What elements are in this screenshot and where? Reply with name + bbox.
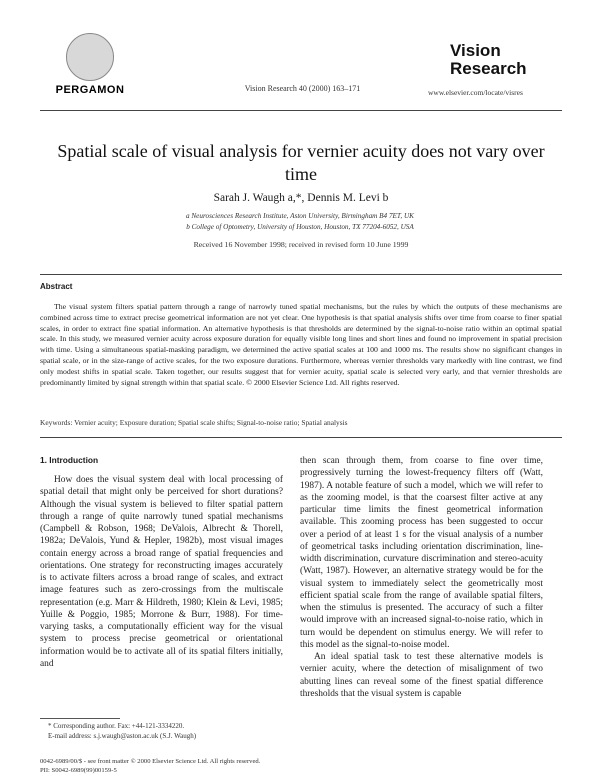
body-left-column (40, 474, 283, 670)
corresponding-author: * Corresponding author. Fax: +44-121-3334220. (48, 722, 185, 730)
article-title: Spatial scale of visual analysis for vernier acuity does not vary over time (57, 141, 545, 184)
pii-line: PII: S0042-6989(99)00159-5 (40, 766, 117, 774)
received-dates: Received 16 November 1998; received in revised form 10 June 1999 (193, 240, 409, 249)
section-heading-introduction: 1. Introduction (40, 455, 99, 465)
header-divider (40, 110, 562, 111)
footnote (40, 722, 196, 741)
publisher-name: PERGAMON (55, 84, 125, 96)
intro-paragraph-2: An ideal spatial task to test these alternative models is vernier acuity, where the detection of misalignment of two abutting lines can reveal some of the finest spatial difference thresholds that the visual system is capable (300, 652, 543, 699)
email-address[interactable]: E-mail address: s.j.waugh@aston.ac.uk (S.J. Waugh) (48, 731, 197, 740)
affiliation-b: b College of Optometry, University of Houston, Houston, TX 77204-6052, USA (186, 223, 414, 231)
journal-title-line1: Vision (450, 41, 501, 60)
copyright-block (40, 758, 260, 776)
journal-title-line2: Research (450, 59, 527, 78)
copyright-line: 0042-6989/00/$ - see front matter © 2000 Elsevier Science Ltd. All rights reserved. (40, 758, 261, 765)
abstract-divider (40, 274, 562, 275)
article-authors: Sarah J. Waugh a,*, Dennis M. Levi b (213, 192, 389, 204)
publisher-block (40, 33, 140, 96)
keywords: Keywords: Vernier acuity; Exposure duration; Spatial scale shifts; Signal-to-noise ratio; Spatial analysis (40, 418, 348, 427)
keywords-divider (40, 437, 562, 438)
journal-url[interactable]: www.elsevier.com/locate/visres (428, 88, 523, 97)
footnote-divider (40, 718, 120, 719)
abstract-text: The visual system filters spatial pattern through a range of narrowly tuned spatial mechanisms, but the rules by which the outputs of these mechanisms are combined across time to extract precise geometrical information are not yet clear. One hypothesis is that spatial analysis shifts over time from coarse to finer spatial scales, in order to extract fine spatial information. An alternative hypothesis is that thresholds are determined by the signal-to-noise ratio within an optimal spatial scale. In this study, we measured vernier acuity across exposure duration for equally visible long lines and short lines and found no improvement in spatial precision with time. Using a simultaneous spatial-masking paradigm, we determined the active spatial scales at 100 and 1000 ms. The results show no significant changes in spatial scale, or in the size-range of active scales, for the two exposure durations. Furthermore, whereas vernier thresholds vary markedly with line contrast, we find only modest shifts in spatial scale. Taken together, our results suggest that for vernier acuity, spatial scale is selected very early, and that vernier thresholds are predominantly limited by signal strength within that spatial scale. © 2000 Elsevier Science Ltd. All rights reserved. (40, 302, 562, 387)
publisher-logo (66, 33, 114, 81)
journal-reference: Vision Research 40 (2000) 163–171 (244, 84, 361, 93)
body-right-column (300, 455, 543, 700)
affiliation-a: a Neurosciences Research Institute, Aston University, Birmingham B4 7ET, UK (186, 212, 414, 220)
abstract-heading: Abstract (40, 282, 73, 291)
journal-brand (428, 41, 562, 97)
intro-paragraph-1: How does the visual system deal with local processing of spatial detail that might only be perceived for short durations? Although the visual system is believed to filter spatial pattern through a range of quite narrowly tuned spatial mechanisms (Campbell & Robson, 1968; DeValois, Albrecht & Thorell, 1982a; DeValois, Yund & Hepler, 1982b), most visual images contain energy across a broad range of spatial frequencies and orientations. One strategy for reconstructing images accurately is to activate filters across a broad range of scales, and extract image features such as zero-crossings from the multiscale representation (e.g. Marr & Hildreth, 1980; Klein & Levi, 1985; Yuille & Poggio, 1985; Morrone & Burr, 1988). For time-varying tasks, a computationally efficient way for the visual system to process precise geometrical or orientational information would be to activate all of its spatial filters initially, and (40, 475, 283, 669)
intro-paragraph-continued: then scan through them, from coarse to fine over time, progressively turning the lowest-frequency filters off (Watt, 1987). A notable feature of such a model, which we will refer to as the zooming model, is that the coarsest filter active at any particular time limits the finest geometrical information available. This zooming process has been suggested to occur over a period of at least 1 s for the visual analysis of a number of geometrical tasks including orientation discrimination, line-width discrimination, curvature discrimination and stereo-acuity (Watt, 1987). However, an alternative strategy would be for the visual system to immediately select the geometrically most efficient spatial scale from the range of available spatial filters, when the stimulus is presented. The accuracy of such a filter would improve with an increased signal-to-noise ratio, which in turn would be dependent on stimulus energy. We will refer to this model as the signal-to-noise model. (300, 456, 543, 650)
